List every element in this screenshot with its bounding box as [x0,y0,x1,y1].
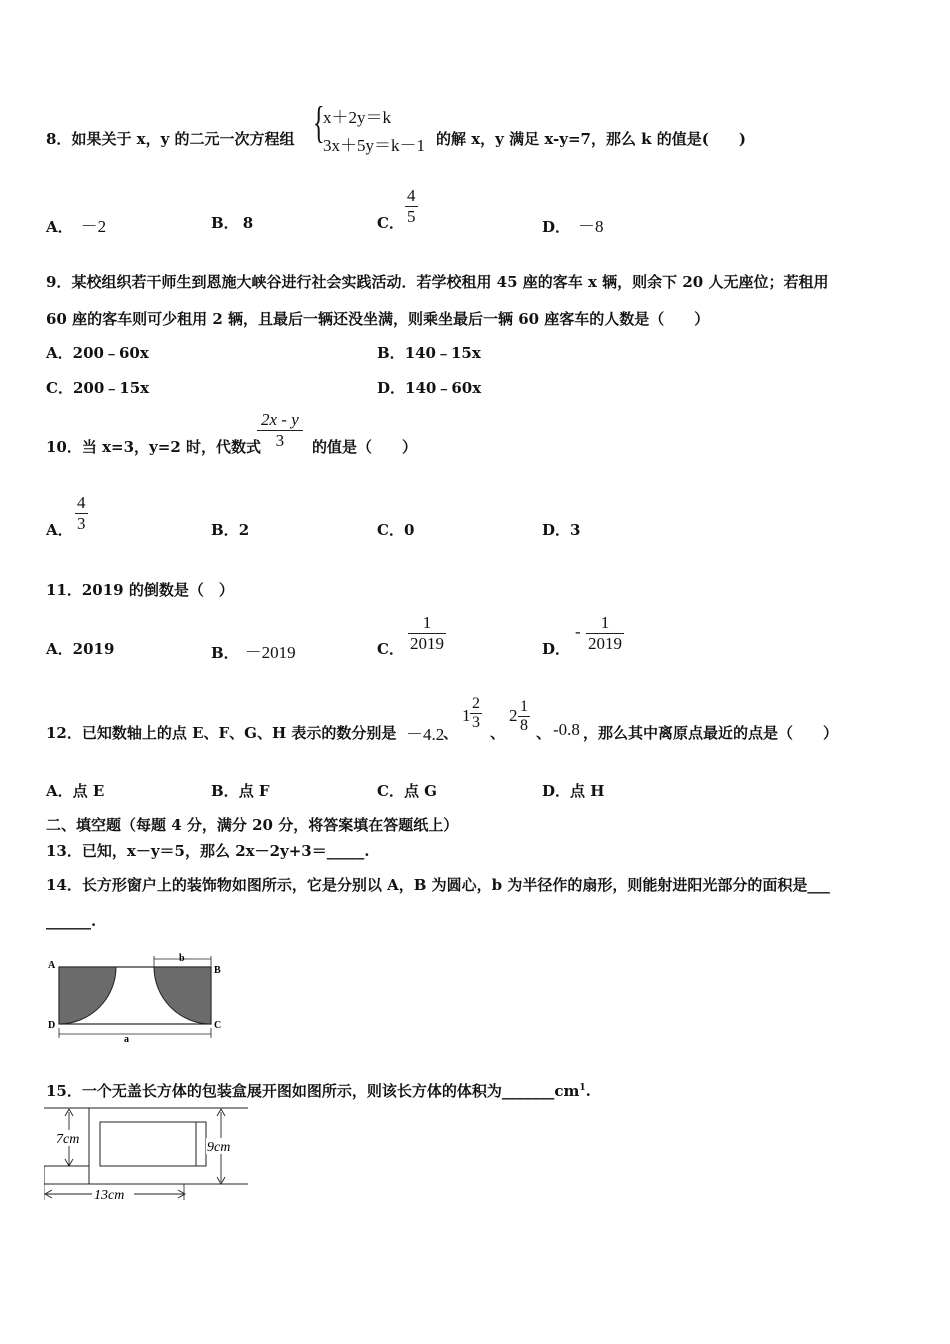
q8-option-b[interactable] [211,212,253,233]
q13-stem [46,840,369,861]
q12-option-c[interactable] [377,780,437,801]
fraction-numerator: 1 [600,613,610,632]
option-value: 140﹣15x [404,344,481,362]
q12-option-d[interactable] [542,780,604,801]
option-value: 0 [403,521,415,539]
q11-option-c[interactable] [377,638,404,659]
option-label: B． [211,782,239,800]
q14-stem-line-2: ______. [46,912,97,930]
option-label: A． [46,344,73,362]
label-c-point: C [214,1020,222,1031]
net-bottom-flap [44,1166,89,1184]
fraction-numerator: 1 [422,613,432,632]
q15-text: 一个无盖长方体的包装盒展开图如图所示，则该长方体的体积为_______cm [81,1082,580,1100]
q15-number: 15． [46,1082,82,1100]
option-label: D． [542,521,571,539]
option-value: 点 H [570,782,605,800]
q12-text-before: 已知数轴上的点 E、F、G、H 表示的数分别是 [81,724,397,742]
q15-superscript: 1 [579,1083,586,1093]
q11-stem [46,579,234,600]
fraction-denominator: 2019 [410,633,444,653]
q12-mixed-2-fraction [518,698,530,736]
q14-number: 14． [46,876,82,894]
q10-option-a[interactable] [46,519,73,540]
option-value: －2019 [244,643,296,662]
option-label: D． [542,218,571,236]
q14-window-figure [44,950,234,1050]
fraction-numerator: 4 [407,186,416,205]
q8-option-d[interactable] [542,212,604,237]
q11-text: 2019 的倒数是（ ） [81,581,234,599]
fraction-denominator: 8 [520,717,528,735]
option-value: 2019 [72,640,115,658]
fraction-denominator: 3 [257,430,303,451]
q12-value-h: -0.8 [553,720,580,739]
option-label: B． [377,344,405,362]
q11-option-c-fraction [408,613,446,653]
option-label: C． [46,379,73,397]
q8-stem [46,128,295,149]
fraction-denominator: 5 [407,206,416,226]
q9-option-b[interactable] [377,342,481,363]
q15-box-net-figure [44,1104,250,1204]
q9-option-d[interactable] [377,377,481,398]
label-d-point: D [48,1020,56,1031]
option-value: 200﹣60x [72,344,149,362]
option-value: 点 G [403,782,437,800]
net-base-rect [100,1122,196,1166]
q11-option-d-fraction [586,613,624,653]
q14-text-1: 长方形窗户上的装饰物如图所示，它是分别以 A，B 为圆心，b 为半径作的扇形，则能射进阳光部分的面积是___ [81,876,830,894]
q10-expression [257,410,303,450]
fraction-numerator: 2 [472,695,480,712]
q15-end: . [585,1082,591,1100]
q12-value-e: －4.2 [406,725,445,744]
option-value: 8 [242,214,254,232]
q10-stem [46,436,261,457]
option-label: B． [211,521,239,539]
q8-option-a[interactable] [46,212,106,237]
option-value: 200﹣15x [72,379,150,397]
q13-number: 13． [46,842,82,860]
option-value: 点 F [238,782,270,800]
q12-separator: 、 [536,724,552,742]
q12-stem [46,722,396,743]
option-label: A． [46,640,73,658]
q8-option-c[interactable] [377,212,404,233]
q11-number: 11． [46,581,82,599]
q12-mixed-1-fraction [470,695,482,733]
q9-stem-line-2: 60 座的客车则可少租用 2 辆，且最后一辆还没坐满，则乘坐最后一辆 60 座客车的人数是（ ） [46,310,710,328]
option-value: 2 [238,521,250,539]
q10-option-c[interactable] [377,519,414,540]
q13-text: 已知，x－y＝5，那么 2x－2y+3＝_____. [81,842,370,860]
fraction-numerator: 2x - y [261,410,299,429]
q10-text-before: 当 x=3，y=2 时，代数式 [81,438,261,456]
option-label: B． [211,214,239,232]
q9-option-c[interactable] [46,377,149,398]
q11-option-d-sign: - [575,622,581,641]
q9-number: 9． [46,273,72,291]
option-label: D． [542,640,571,658]
q8-text-before: 如果关于 x，y 的二元一次方程组 [71,130,295,148]
label-a-length: a [124,1034,129,1045]
q11-option-d[interactable] [542,638,570,659]
option-label: B． [211,644,239,662]
option-label: A． [46,218,73,236]
label-b-point: B [214,965,221,976]
label-13cm: 13cm [94,1188,125,1203]
q11-option-b[interactable] [211,638,296,663]
q12-separator: 、 [443,724,459,742]
q8-number: 8． [46,130,72,148]
option-label: D． [377,379,406,397]
q12-separator: 、 [490,724,506,742]
label-b-length: b [179,953,185,964]
option-label: C． [377,214,404,232]
q11-option-a[interactable] [46,638,114,659]
q8-brace: { [313,98,325,147]
option-label: C． [377,640,404,658]
q9-option-a[interactable] [46,342,149,363]
label-a-point: A [48,960,56,971]
q12-option-b[interactable] [211,780,270,801]
option-label: C． [377,782,404,800]
q8-equation-1: x＋2y＝k [323,108,391,127]
q15-stem [46,1080,591,1101]
option-value: －8 [578,217,604,236]
q10-number: 10． [46,438,82,456]
q10-option-b[interactable] [211,519,249,540]
q12-option-a[interactable] [46,780,104,801]
label-7cm: 7cm [56,1132,80,1147]
q10-option-a-fraction [75,493,88,533]
q8-equation-2: 3x＋5y＝k－1 [323,136,425,155]
q14-stem-line-1 [46,874,830,895]
q12-mixed-2-whole: 2 [509,706,518,725]
section-2-title: 二、填空题（每题 4 分，满分 20 分，将答案填在答题纸上） [46,816,459,834]
option-value: －2 [80,217,107,236]
option-label: A． [46,521,73,539]
fraction-numerator: 4 [77,493,86,512]
q9-text-1: 某校组织若干师生到恩施大峡谷进行社会实践活动．若学校租用 45 座的客车 x 辆，则余下 20 人无座位；若租用 [71,273,829,291]
fraction-denominator: 3 [77,513,86,533]
fraction-numerator: 1 [520,698,528,715]
net-side-flap [196,1122,206,1166]
option-value: 140﹣60x [405,379,482,397]
q10-text-after: 的值是（ ） [312,438,418,456]
option-label: C． [377,521,404,539]
option-value: 点 E [72,782,105,800]
q12-mixed-1-whole: 1 [462,706,471,725]
q8-text-after: 的解 x，y 满足 x-y=7，那么 k 的值是( ) [436,130,746,148]
option-label: D． [542,782,571,800]
q9-stem-line-1 [46,271,828,292]
q12-number: 12． [46,724,82,742]
option-value: 3 [570,521,581,539]
q10-option-d[interactable] [542,519,580,540]
fraction-denominator: 2019 [588,633,622,653]
option-label: A． [46,782,73,800]
q12-text-after: ，那么其中离原点最近的点是（ ） [583,724,839,742]
q8-option-c-fraction [405,186,418,226]
label-9cm: 9cm [207,1140,231,1155]
fraction-denominator: 3 [472,714,480,732]
